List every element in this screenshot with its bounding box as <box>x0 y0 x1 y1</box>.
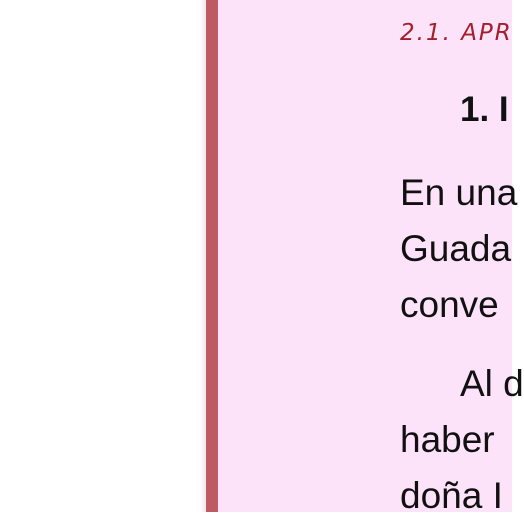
section-heading: 1. I <box>460 90 509 129</box>
document-page <box>218 0 524 516</box>
paragraph <box>400 165 517 333</box>
paragraph-line: haber <box>400 419 495 460</box>
paragraph-line: Al d <box>460 363 524 404</box>
paragraph <box>400 356 524 524</box>
paragraph-line: Guada <box>400 228 512 269</box>
margin-rule <box>206 0 218 512</box>
paragraph-line: En una <box>400 172 518 213</box>
section-header: 2.1. APR <box>400 20 513 46</box>
left-margin <box>0 0 200 512</box>
paragraph-line: doña I <box>400 475 503 516</box>
paragraph-line: conve <box>400 284 499 325</box>
